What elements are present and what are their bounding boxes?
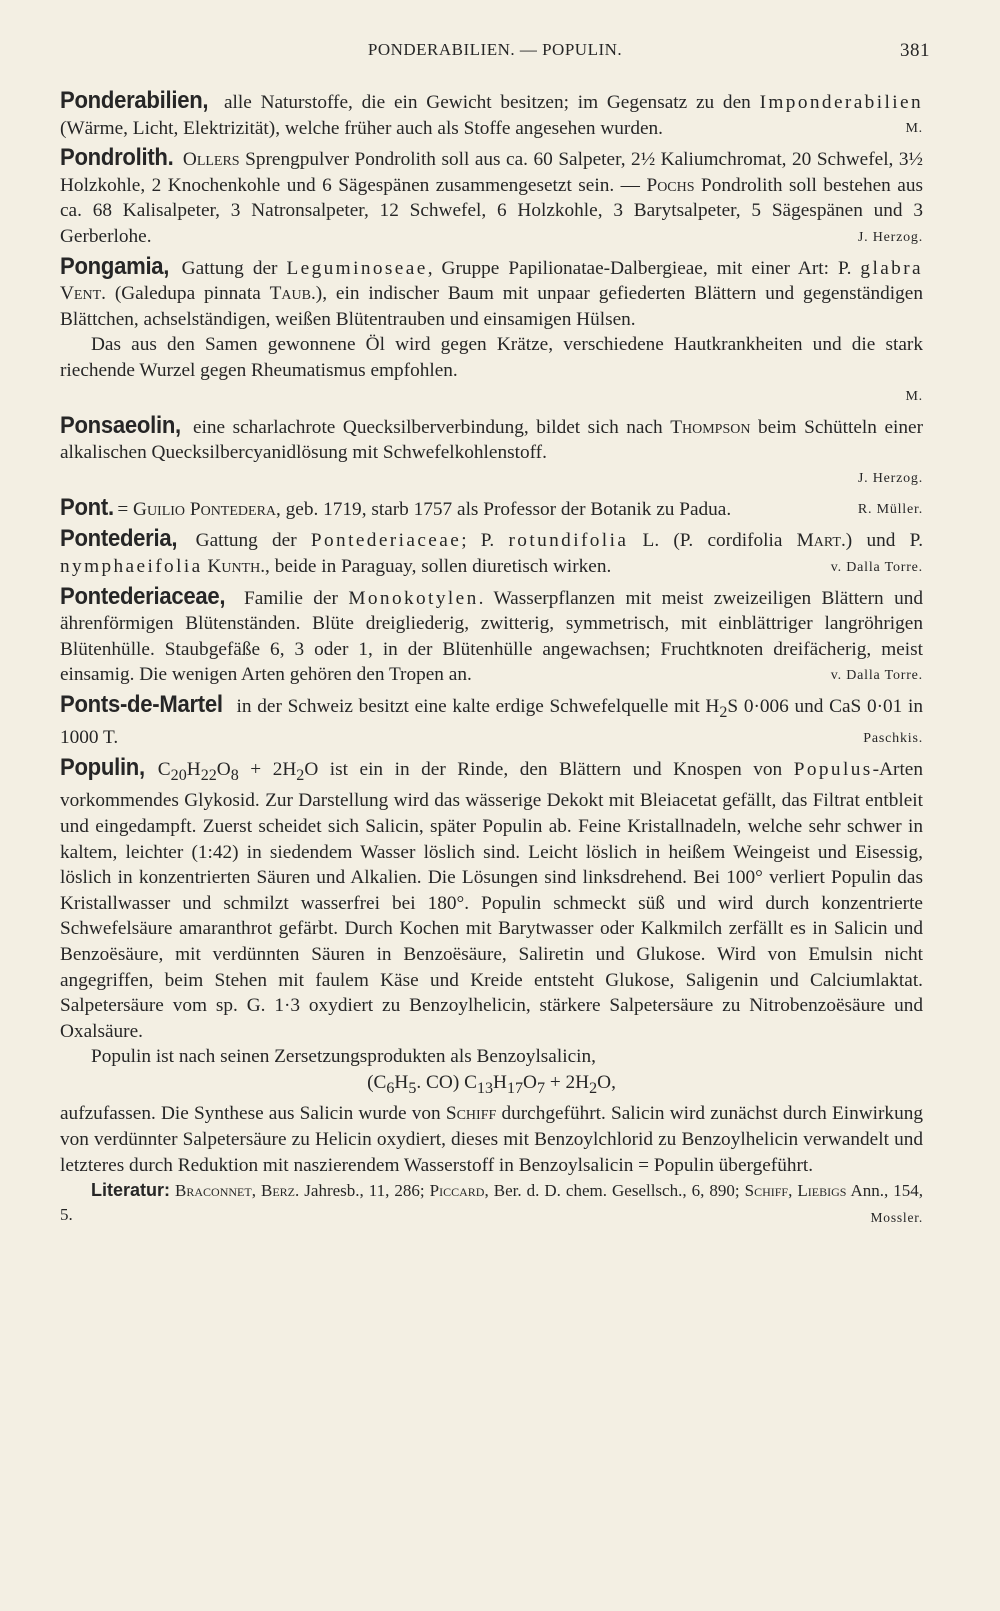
entry-ponts-de-martel	[60, 692, 923, 751]
lemma: Pongamia,	[60, 252, 170, 280]
entry-pontederiaceae	[60, 584, 923, 688]
entry-paragraph: Pongamia, Gattung der Leguminoseae, Gruppe Papilionatae-Dalbergieae, mit einer Art: P. glabra Vent. (Galedupa pinnata Taub.), ein indischer Baum mit unpaar gefiederten Blättern und gegenständigen Blättchen, achselständigen, weißen Blütentrauben und einsamigen Hülsen.	[60, 252, 923, 330]
entry-paragraph: Ponderabilien, alle Naturstoffe, die ein Gewicht besitzen; im Gegensatz zu den Imponderabilien (Wärme, Licht, Elektrizität), welche früher auch als Stoffe angesehen wurden.	[60, 87, 923, 139]
entry-pondrolith	[60, 145, 923, 249]
author-signature: v. Dalla Torre.	[830, 667, 923, 683]
header-title: PONDERABILIEN. — POPULIN.	[367, 40, 623, 59]
entry-ponderabilien	[60, 88, 923, 141]
entry-paragraph: Populin ist nach seinen Zersetzungsprodukten als Benzoylsalicin,	[91, 1046, 596, 1068]
lemma: Pontederiaceae,	[60, 582, 226, 610]
author-signature: Mossler.	[870, 1210, 923, 1226]
entry-paragraph: Das aus den Samen gewonnene Öl wird gegen Krätze, verschiedene Hautkrankheiten und die stark riechende Wurzel gegen Rheumatismus empfohlen.	[60, 334, 923, 381]
literature-label: Literatur:	[91, 1180, 171, 1201]
entry-paragraph: Populin, $C_{20}H_{22}O_8 + 2H_2O$ ist ein in der Rinde, den Blättern und Knospen von Populus-Arten vorkommendes Glykosid. Zur Darstellung wird das wässerige Dekokt mit Bleiacetat gefällt, das Filtrat entbleit und eingedampft. Zuerst scheidet sich Salicin, später Populin ab. Feine Kristallnadeln, welche sehr schwer in kaltem, leichter (1:42) in siedendem Wasser löslich sind. Leicht löslich in heißem Weingeist und Eisessig, löslich in konzentrierten Säuren und Alkalien. Die Lösungen sind linksdrehend. Bei 100° verliert Populin das Kristallwasser und schmilzt wasserfrei bei 180°. Populin schmeckt süß und wird durch konzentrierte Schwefelsäure amaranthrot gefärbt. Durch Kochen mit Barytwasser oder Kalkmilch zerfällt es in Salicin und Benzoësäure, mit verdünnten Säuren in Benzoësäure, Saliretin und Glukose. Wird von Emulsin nicht angegriffen, beim Stehen mit faulem Käse und Kreide entsteht Glukose, Saligenin und Calciumlaktat. Salpetersäure vom sp. G. 1·3 oxydiert zu Benzoylhelicin, stärkere Salpetersäure zu Nitrobenzoësäure und Oxalsäure.	[60, 753, 923, 1042]
lemma: Pont.	[60, 493, 114, 521]
lemma: Ponts-de-Martel	[60, 690, 223, 718]
lemma: Ponsaeolin,	[60, 411, 181, 439]
page-number: 381	[900, 40, 930, 61]
entry-ponsaeolin	[60, 413, 923, 491]
author-signature: M.	[905, 388, 923, 404]
author-signature: v. Dalla Torre.	[830, 559, 923, 575]
lemma: Pondrolith.	[60, 144, 174, 172]
lemma: Ponderabilien,	[60, 87, 209, 114]
entry-paragraph: Pontederia, Gattung der Pontederiaceae; P. rotundifolia L. (P. cordifolia Mart.) und P. nymphaeifolia Kunth., beide in Paraguay, sollen diuretisch wirken.	[60, 525, 924, 577]
entry-paragraph: Pont. = Guilio Pontedera, geb. 1719, starb 1757 als Professor der Botanik zu Padua.	[60, 493, 732, 521]
author-signature: R. Müller.	[857, 502, 923, 518]
lemma: Populin,	[60, 753, 145, 781]
author-signature: Paschkis.	[863, 730, 923, 746]
entry-pongamia	[60, 254, 923, 409]
entry-paragraph: Ponts-de-Martel in der Schweiz besitzt eine kalte erdige Schwefelquelle mit $H_2S$ 0·006 und CaS 0·01 in 1000 T.	[60, 690, 924, 749]
author-signature: J. Herzog.	[857, 470, 923, 486]
author-signature: J. Herzog.	[857, 229, 923, 245]
article-body	[60, 88, 923, 1231]
running-header	[60, 40, 930, 70]
author-signature: M.	[905, 121, 923, 137]
entry-pont	[60, 495, 923, 523]
entry-populin	[60, 755, 923, 1227]
literature-references: Literatur: Braconnet, Berz. Jahresb., 11, 286; Piccard, Ber. d. D. chem. Gesellsch., 6, 890; Schiff, Liebigs Ann., 154, 5. Mossler.	[60, 1178, 923, 1227]
entry-pontederia	[60, 526, 923, 579]
lemma: Pontederia,	[60, 525, 178, 553]
entry-paragraph: Ponsaeolin, eine scharlachrote Quecksilberverbindung, bildet sich nach Thompson beim Schütteln einer alkalischen Quecksilbercyanidlösung mit Schwefelkohlenstoff.	[60, 411, 923, 464]
entry-paragraph: aufzufassen. Die Synthese aus Salicin wurde von Schiff durchgeführt. Salicin wird zunächst durch Einwirkung von verdünnter Salpetersäure zu Helicin oxydiert, dieses mit Benzoylchlorid zu Benzoylhelicin verwandelt und letzteres durch Reduktion mit naszierendem Wasserstoff in Benzoylsalicin = Populin übergeführt.	[60, 1103, 923, 1176]
chemical-formula: ($C_6H_5$. CO) $C_{13}H_{17}O_7 + 2H_2O$,	[367, 1071, 616, 1097]
entry-paragraph: Pondrolith. Ollers Sprengpulver Pondrolith soll aus ca. 60 Salpeter, 2½ Kaliumchromat, 20 Schwefel, 3½ Holzkohle, 2 Knochenkohle und 6 Sägespänen zusammengesetzt sein. — Pochs Pondrolith soll bestehen aus ca. 68 Kalisalpeter, 3 Natronsalpeter, 12 Schwefel, 6 Holzkohle, 3 Barytsalpeter, 5 Sägespänen und 3 Gerberlohe.	[60, 144, 924, 247]
entry-paragraph: Pontederiaceae, Familie der Monokotylen. Wasserpflanzen mit meist zweizeiligen Blättern und ährenförmigen Blütenständen. Blüte dreigliederig, zwitterig, symmetrisch, mit einblättriger langröhrigen Blütenhülle. Staubgefäße 6, 3 oder 1, in der Blütenhülle angewachsen; Fruchtknoten dreifächerig, meist einsamig. Die wenigen Arten gehören den Tropen an.	[60, 582, 923, 686]
